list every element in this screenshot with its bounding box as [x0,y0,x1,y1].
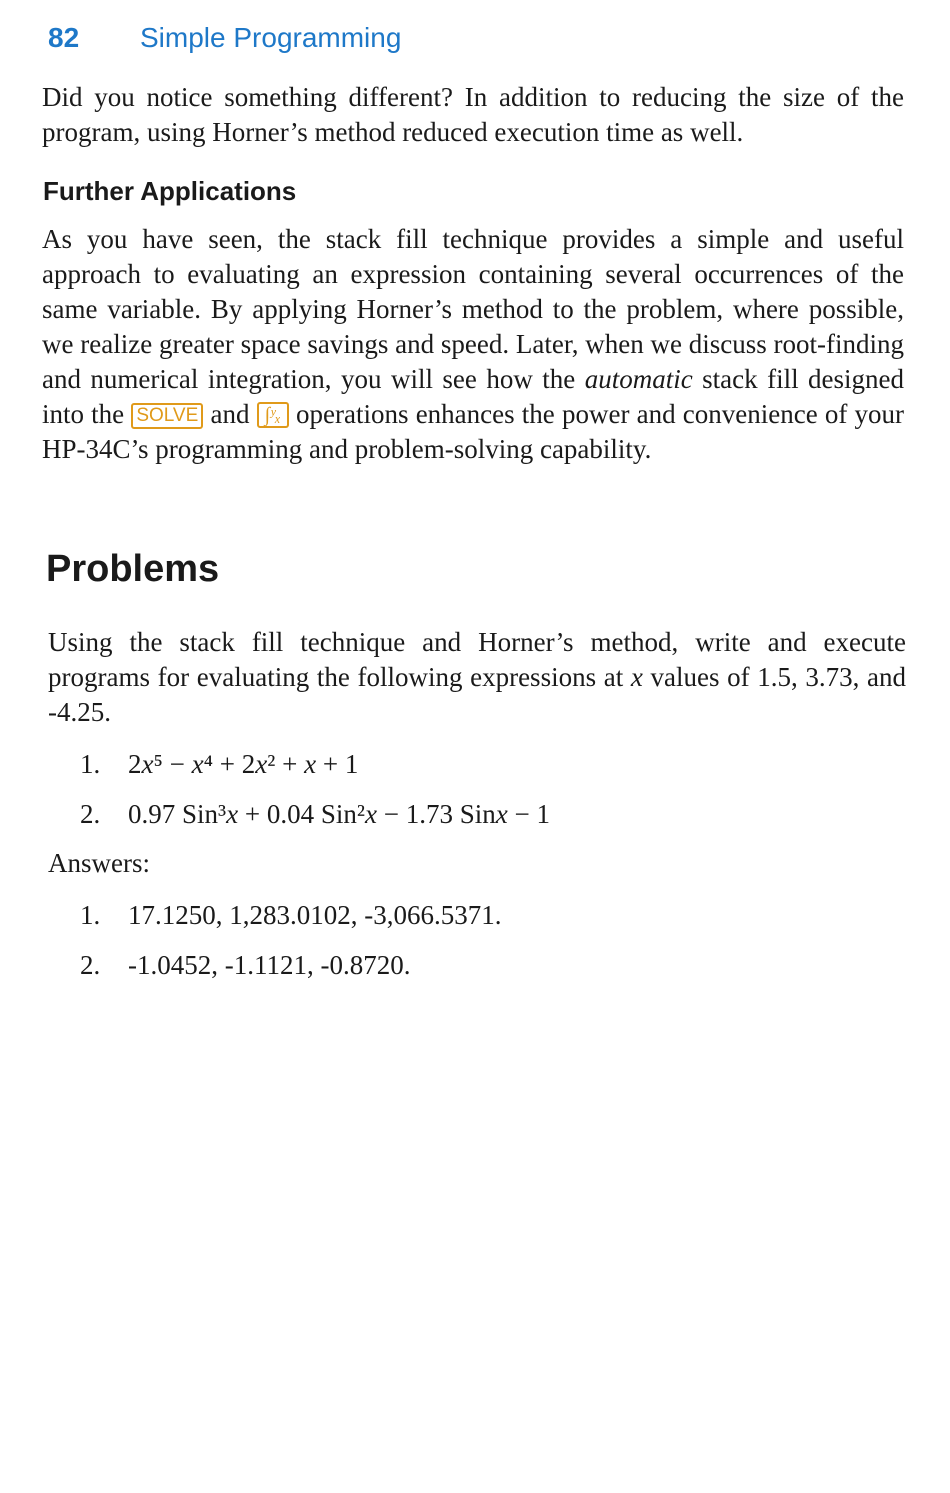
answers-label: Answers: [48,848,150,878]
answers-list [80,898,502,998]
problem-number: 1. [80,749,101,779]
answer-text: 17.1250, 1,283.0102, -3,066.5371. [128,900,502,930]
answer-text: -1.0452, -1.1121, -0.8720. [128,950,411,980]
solve-key-icon: SOLVE [131,403,203,429]
problems-intro-2: values of 1.5, 3.73, and -4.25. [48,662,906,727]
problems-heading: Problems [46,548,220,590]
problems-list [80,747,550,847]
problems-paragraph [48,625,906,730]
page-number: 82 [48,22,80,53]
fa-emphasis: automatic [584,364,693,394]
answer-number: 1. [80,900,101,930]
fa-text-1: As you have seen, the stack fill technique provides a simple and useful approach to evaluating an expression containing several occurrences of the same variable. By applying Horner’s method to the problem, where possible, we realize greater space savings and speed. Later, when we discuss root-finding and numerical integration, you will see how the [42,224,904,394]
fa-text-4: operations enhances the power and convenience of your HP-34C’s programming and problem-solving capability. [42,399,904,464]
answer-number: 2. [80,950,101,980]
fa-text-3: and [203,399,257,429]
problems-intro-1: Using the stack fill technique and Horner’s method, write and execute programs for evaluating the following expressions at [48,627,906,692]
problems-intro-var: x [630,662,643,692]
running-head [48,22,401,54]
list-item [80,898,502,948]
list-item [80,948,502,998]
further-applications-heading: Further Applications [43,176,297,206]
list-item [80,747,550,797]
list-item [80,797,550,847]
problem-number: 2. [80,799,101,829]
problem-expression: 0.97 Sin³x + 0.04 Sin²x − 1.73 Sinx − 1 [128,799,551,829]
problem-expression: 2x⁵ − x⁴ + 2x² + x + 1 [128,749,359,779]
further-applications-paragraph [42,222,904,467]
fa-text-2: stack fill designed into the [42,364,904,429]
intro-paragraph: Did you notice something different? In addition to reducing the size of the program, using Horner’s method reduced execution time as well. [42,82,904,147]
section-title: Simple Programming [140,22,402,53]
integrate-key-icon: ∫ʸₓ [257,402,289,428]
